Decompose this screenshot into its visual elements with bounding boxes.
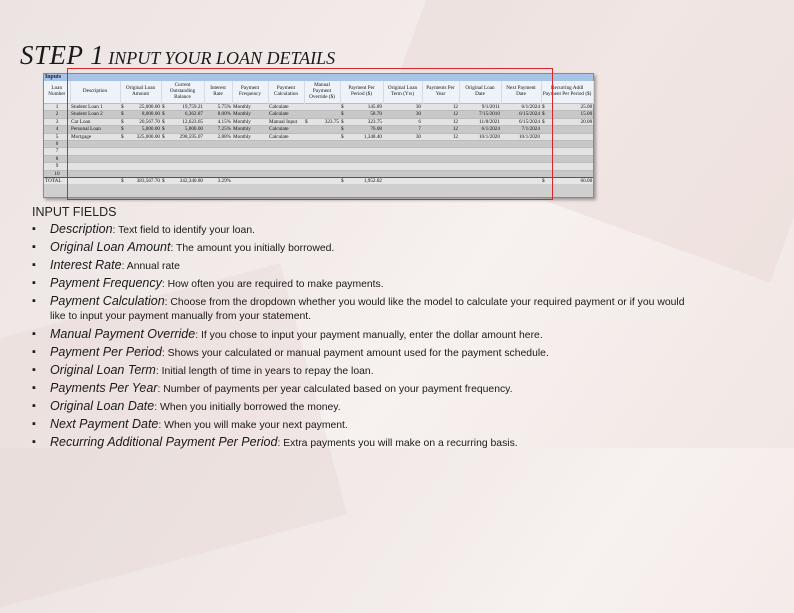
loan-number-cell[interactable]: 4 [44,126,70,133]
column-header: Recurring Addl Payment Per Period ($) [541,81,593,104]
original-date-cell[interactable]: 11/8/2021 [459,118,501,125]
payment-cell[interactable]: $ 323.75 [341,118,382,125]
loan-number-cell[interactable]: 8 [44,155,70,162]
field-item [32,239,700,257]
balance-cell[interactable]: $ 19,759.21 [162,104,203,110]
frequency-cell[interactable]: Monthly [232,111,268,118]
loan-number-cell[interactable]: 9 [44,163,70,170]
payments-per-year-cell[interactable]: 12 [422,118,459,125]
field-description: : Choose from the dropdown whether you would like the model to calculate your required payment or if you would like to input your payment manually from your statement. [50,297,685,322]
column-header: Original Loan Term (Yrs) [383,81,422,104]
field-term: Original Loan Term [50,363,156,377]
field-item [32,416,700,434]
frequency-cell[interactable]: Monthly [232,104,268,111]
fields-heading: INPUT FIELDS [32,205,117,219]
frequency-cell[interactable]: Monthly [232,118,268,125]
original-amount-cell[interactable]: $ 325,000.00 [121,133,160,140]
original-amount-cell[interactable]: $ 5,000.00 [121,126,160,133]
loan-number-cell[interactable]: 2 [44,111,70,118]
original-amount-cell[interactable]: $ 20,567.70 [121,118,160,125]
payments-per-year-cell[interactable]: 12 [422,126,459,133]
column-header: Interest Rate [204,81,232,104]
fields-list [32,221,700,452]
original-amount-cell[interactable]: $ 25,000.00 [121,104,160,110]
column-header: Payment Per Period ($) [340,81,383,104]
field-item [32,326,700,344]
field-description: : Shows your calculated or manual payment amount used for the payment schedule. [161,348,549,359]
next-date-cell[interactable]: 7/1/2024 [501,126,541,133]
balance-cell[interactable]: $ 5,000.00 [162,126,203,133]
rate-cell[interactable]: 8.00% [204,111,232,118]
override-cell[interactable]: $ 323.75 [305,118,339,125]
description-cell[interactable]: Student Loan 1 [70,104,120,111]
field-description: : The amount you initially borrowed. [170,243,335,254]
term-cell[interactable]: 30 [383,111,422,118]
column-header: Description [70,81,120,104]
column-header: Original Loan Amount [120,81,161,104]
loan-number-cell[interactable]: 6 [44,141,70,148]
payment-cell[interactable]: $ 145.89 [341,104,382,110]
payments-per-year-cell[interactable]: 12 [422,111,459,118]
next-date-cell[interactable]: 6/1/2024 [501,104,541,111]
loan-number-cell[interactable]: 1 [44,104,70,111]
frequency-cell[interactable]: Monthly [232,126,268,133]
original-date-cell[interactable]: 10/1/2020 [459,133,501,140]
total-cell[interactable]: $ 1,952.82 [341,178,382,185]
field-item [32,344,700,362]
loan-number-cell[interactable]: 7 [44,148,70,155]
field-item [32,362,700,380]
field-description: : When you will make your next payment. [158,420,348,431]
term-cell[interactable]: 7 [383,126,422,133]
field-description: : Annual rate [121,261,180,272]
field-item [32,434,700,452]
calculation-cell[interactable]: Calculate [268,111,304,118]
field-term: Original Loan Amount [50,240,171,254]
original-date-cell[interactable]: 6/1/2024 [459,126,501,133]
payments-per-year-cell[interactable]: 12 [422,133,459,140]
field-description: : Number of payments per year calculated based on your payment frequency. [157,384,513,395]
field-term: Original Loan Date [50,399,155,413]
column-header: Payments Per Year [422,81,459,104]
field-item [32,380,700,398]
field-term: Payment Per Period [50,345,162,359]
column-header: Original Loan Date [459,81,501,104]
column-header: Loan Number [44,81,70,104]
payment-cell[interactable]: $ 1,348.40 [341,133,382,140]
field-item [32,257,700,275]
field-term: Interest Rate [50,258,122,272]
loan-number-cell[interactable]: 3 [44,118,70,125]
term-cell[interactable]: 30 [383,133,422,140]
calculation-cell[interactable]: Calculate [268,133,304,140]
field-item [32,294,700,324]
rate-cell[interactable]: 7.25% [204,126,232,133]
balance-cell[interactable]: $ 12,623.65 [162,118,203,125]
calculation-cell[interactable]: Manual Input [268,118,304,125]
field-item [32,398,700,416]
payments-per-year-cell[interactable]: 12 [422,104,459,111]
column-header: Manual Payment Override ($) [304,81,340,104]
field-description: : Initial length of time in years to repay the loan. [155,366,374,377]
rate-cell[interactable]: 2.88% [204,133,232,140]
balance-cell[interactable]: $ 6,362.87 [162,111,203,118]
next-date-cell[interactable]: 6/15/2024 [501,111,541,118]
highlight-box [67,68,553,200]
section-label: Inputs [44,74,593,81]
column-header: Current Outstanding Balance [161,81,204,104]
loan-number-cell[interactable]: 10 [44,170,70,177]
calculation-cell[interactable]: Calculate [268,126,304,133]
total-cell[interactable]: TOTAL [44,178,70,185]
field-description: : If you chose to input your payment manually, enter the dollar amount here. [195,330,543,341]
description-cell[interactable]: Student Loan 2 [70,111,120,118]
original-date-cell[interactable]: 9/1/2011 [459,104,501,111]
field-term: Recurring Additional Payment Per Period [50,435,278,449]
next-date-cell[interactable]: 6/15/2024 [501,118,541,125]
payment-cell[interactable]: $ 58.70 [341,111,382,118]
field-description: : Text field to identify your loan. [112,225,256,236]
loan-number-cell[interactable]: 5 [44,133,70,140]
total-cell[interactable]: $ 342,340.80 [162,178,203,185]
field-term: Payment Frequency [50,276,162,290]
total-cell[interactable]: $ 383,567.70 [121,178,160,185]
column-header: Payment Frequency [232,81,268,104]
rate-cell[interactable]: 5.75% [204,104,232,111]
addl-payment-cell[interactable]: $ 15.00 [542,111,593,118]
field-item [32,221,700,239]
field-term: Description [50,222,113,236]
field-description: : Extra payments you will make on a recurring basis. [277,438,518,449]
description-cell[interactable]: Car Loan [70,118,120,125]
description-cell[interactable]: Mortgage [70,133,120,140]
field-term: Payment Calculation [50,294,165,308]
column-header: Payment Calculation [268,81,304,104]
total-cell[interactable]: 3.29% [204,178,232,185]
field-item [32,275,700,293]
original-date-cell[interactable]: 7/15/2010 [459,111,501,118]
page-title [20,40,335,71]
column-header: Next Payment Date [501,81,541,104]
frequency-cell[interactable]: Monthly [232,133,268,140]
term-cell[interactable]: 6 [383,118,422,125]
addl-payment-cell[interactable]: $ 25.00 [542,104,593,110]
field-description: : When you initially borrowed the money. [154,402,341,413]
field-term: Next Payment Date [50,417,159,431]
title-step: STEP 1 [20,40,105,70]
field-term: Payments Per Year [50,381,158,395]
addl-payment-cell[interactable]: $ 20.00 [542,118,593,125]
original-amount-cell[interactable]: $ 8,000.00 [121,111,160,118]
balance-cell[interactable]: $ 298,595.07 [162,133,203,140]
calculation-cell[interactable]: Calculate [268,104,304,111]
field-term: Manual Payment Override [50,327,196,341]
field-description: : How often you are required to make payments. [161,279,384,290]
total-cell[interactable]: $ 60.00 [542,178,593,185]
description-cell[interactable]: Personal Loan [70,126,120,133]
term-cell[interactable]: 30 [383,104,422,111]
title-text: INPUT YOUR LOAN DETAILS [108,48,336,68]
next-date-cell[interactable]: 10/1/2020 [501,133,541,140]
payment-cell[interactable]: $ 76.08 [341,126,382,133]
rate-cell[interactable]: 4.15% [204,118,232,125]
